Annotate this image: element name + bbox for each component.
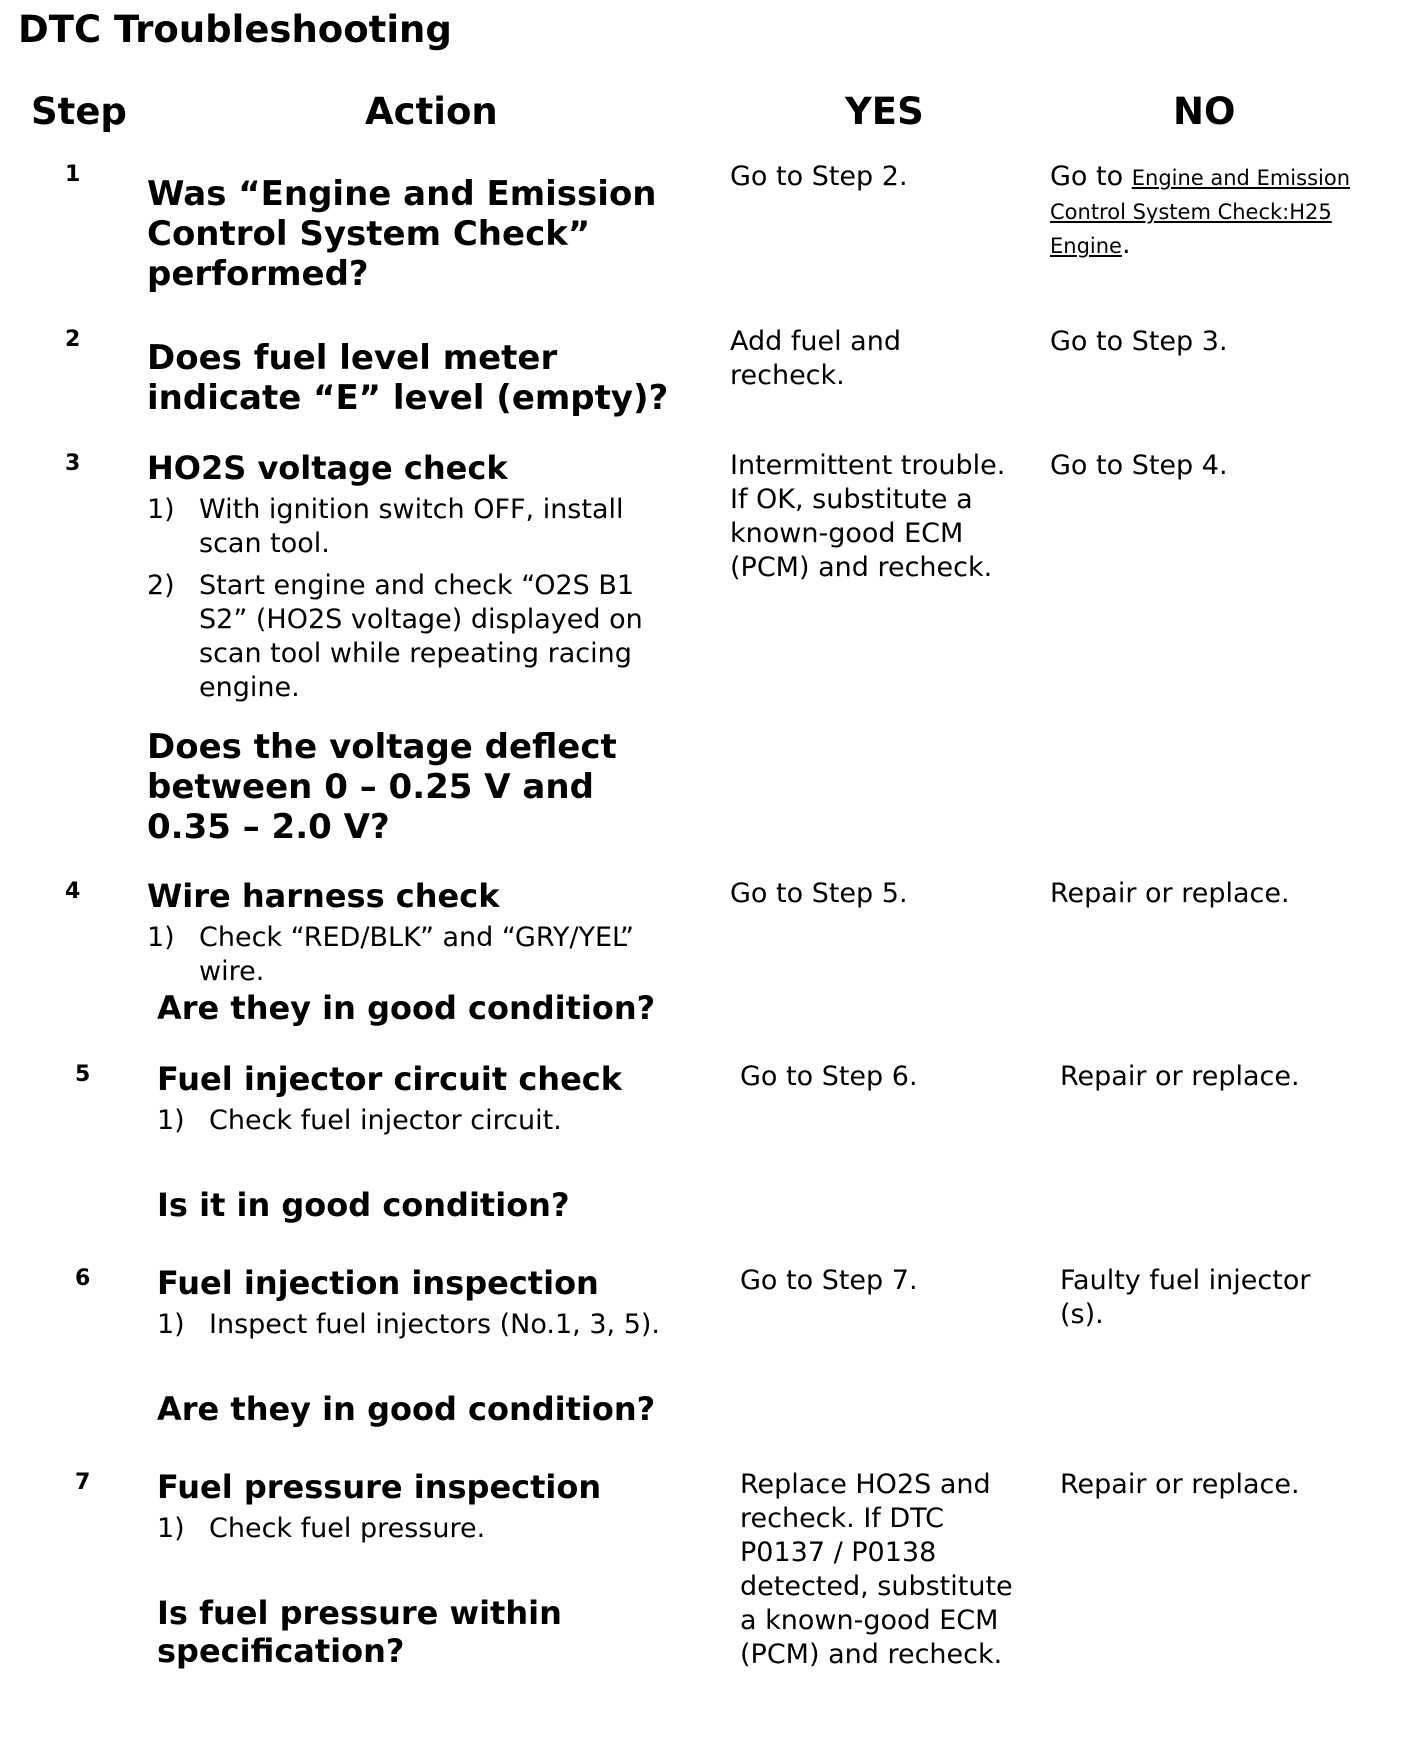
- no-result: Repair or replace.: [1060, 1061, 1300, 1092]
- page-title: DTC Troubleshooting: [18, 8, 452, 51]
- step-action: [147, 449, 687, 847]
- list-item: [147, 493, 687, 561]
- column-header-no: NO: [1173, 90, 1236, 133]
- list-item: [157, 1512, 617, 1546]
- step-sublist: [157, 1104, 697, 1138]
- list-item-number: 1): [157, 1309, 185, 1340]
- column-header-action: Action: [365, 90, 498, 133]
- step-question: Was “Engine and Emission Control System Check” performed?: [147, 174, 657, 294]
- step-question: Does the voltage deflect between 0 – 0.25 V and 0.35 – 2.0 V?: [147, 727, 617, 847]
- list-item: [157, 1308, 717, 1342]
- yes-result: Go to Step 2.: [730, 161, 908, 192]
- step-question: Are they in good condition?: [157, 989, 656, 1027]
- no-result: Repair or replace.: [1050, 878, 1290, 909]
- yes-result: Add fuel and recheck.: [730, 326, 901, 391]
- step-number: 4: [65, 879, 81, 904]
- step-number: 3: [65, 451, 81, 476]
- step-action: [157, 1264, 717, 1428]
- yes-result: Replace HO2S and recheck. If DTC P0137 / P0138 detected, substitute a known-good ECM (PCM) and recheck.: [740, 1469, 1013, 1670]
- no-result: Repair or replace.: [1060, 1469, 1300, 1500]
- step-number: 5: [75, 1062, 91, 1087]
- step-question: Are they in good condition?: [157, 1390, 656, 1428]
- step-action: [157, 1060, 697, 1224]
- step-action: [157, 1468, 617, 1670]
- step-number: 6: [75, 1266, 91, 1291]
- step-question: Does fuel level meter indicate “E” level (empty)?: [147, 338, 669, 418]
- step-heading: Fuel injection inspection: [157, 1264, 599, 1302]
- list-item-number: 1): [157, 1513, 185, 1544]
- no-result: Faulty fuel injector (s).: [1060, 1265, 1311, 1330]
- list-item-text: Inspect fuel injectors (No.1, 3, 5).: [209, 1309, 660, 1340]
- step-question: Is fuel pressure within specification?: [157, 1594, 562, 1670]
- step-number: 7: [75, 1470, 91, 1495]
- no-result: Go to Step 3.: [1050, 326, 1228, 357]
- step-heading: HO2S voltage check: [147, 449, 508, 487]
- step-sublist: [157, 1308, 717, 1342]
- column-header-yes: YES: [845, 90, 924, 133]
- list-item-text: With ignition switch OFF, install scan tool.: [199, 494, 624, 559]
- no-result-suffix: .: [1121, 229, 1131, 260]
- list-item: [157, 1104, 697, 1138]
- list-item-number: 2): [147, 570, 175, 601]
- yes-result: Go to Step 5.: [730, 878, 908, 909]
- yes-result: Intermittent trouble. If OK, substitute a known-good ECM (PCM) and recheck.: [730, 450, 1006, 583]
- step-heading: Fuel pressure inspection: [157, 1468, 602, 1506]
- list-item-number: 1): [147, 922, 175, 953]
- column-header-step: Step: [31, 90, 127, 133]
- step-sublist: [147, 921, 687, 989]
- yes-result: Go to Step 7.: [740, 1265, 918, 1296]
- list-item: [147, 569, 687, 705]
- step-number: 2: [65, 327, 81, 352]
- step-question: Is it in good condition?: [157, 1186, 570, 1224]
- step-heading: Wire harness check: [147, 877, 500, 915]
- yes-result: Go to Step 6.: [740, 1061, 918, 1092]
- list-item-text: Check fuel pressure.: [209, 1513, 486, 1544]
- list-item-number: 1): [147, 494, 175, 525]
- step-sublist: [157, 1512, 617, 1546]
- list-item-text: Check “RED/BLK” and “GRY/YEL” wire.: [199, 922, 634, 987]
- no-result: [1050, 160, 1350, 262]
- list-item-text: Start engine and check “O2S B1 S2” (HO2S voltage) displayed on scan tool while repeating racing engine.: [199, 570, 643, 703]
- no-result: Go to Step 4.: [1050, 450, 1228, 481]
- no-result-prefix: Go to: [1050, 161, 1124, 192]
- list-item: [147, 921, 687, 989]
- step-sublist: [147, 493, 687, 705]
- step-action: [147, 877, 687, 1027]
- engine-emission-check-link[interactable]: Engine and Emission Control System Check:H25 Engine: [1050, 166, 1350, 258]
- list-item-number: 1): [157, 1105, 185, 1136]
- list-item-text: Check fuel injector circuit.: [209, 1105, 562, 1136]
- step-number: 1: [65, 162, 81, 187]
- step-heading: Fuel injector circuit check: [157, 1060, 623, 1098]
